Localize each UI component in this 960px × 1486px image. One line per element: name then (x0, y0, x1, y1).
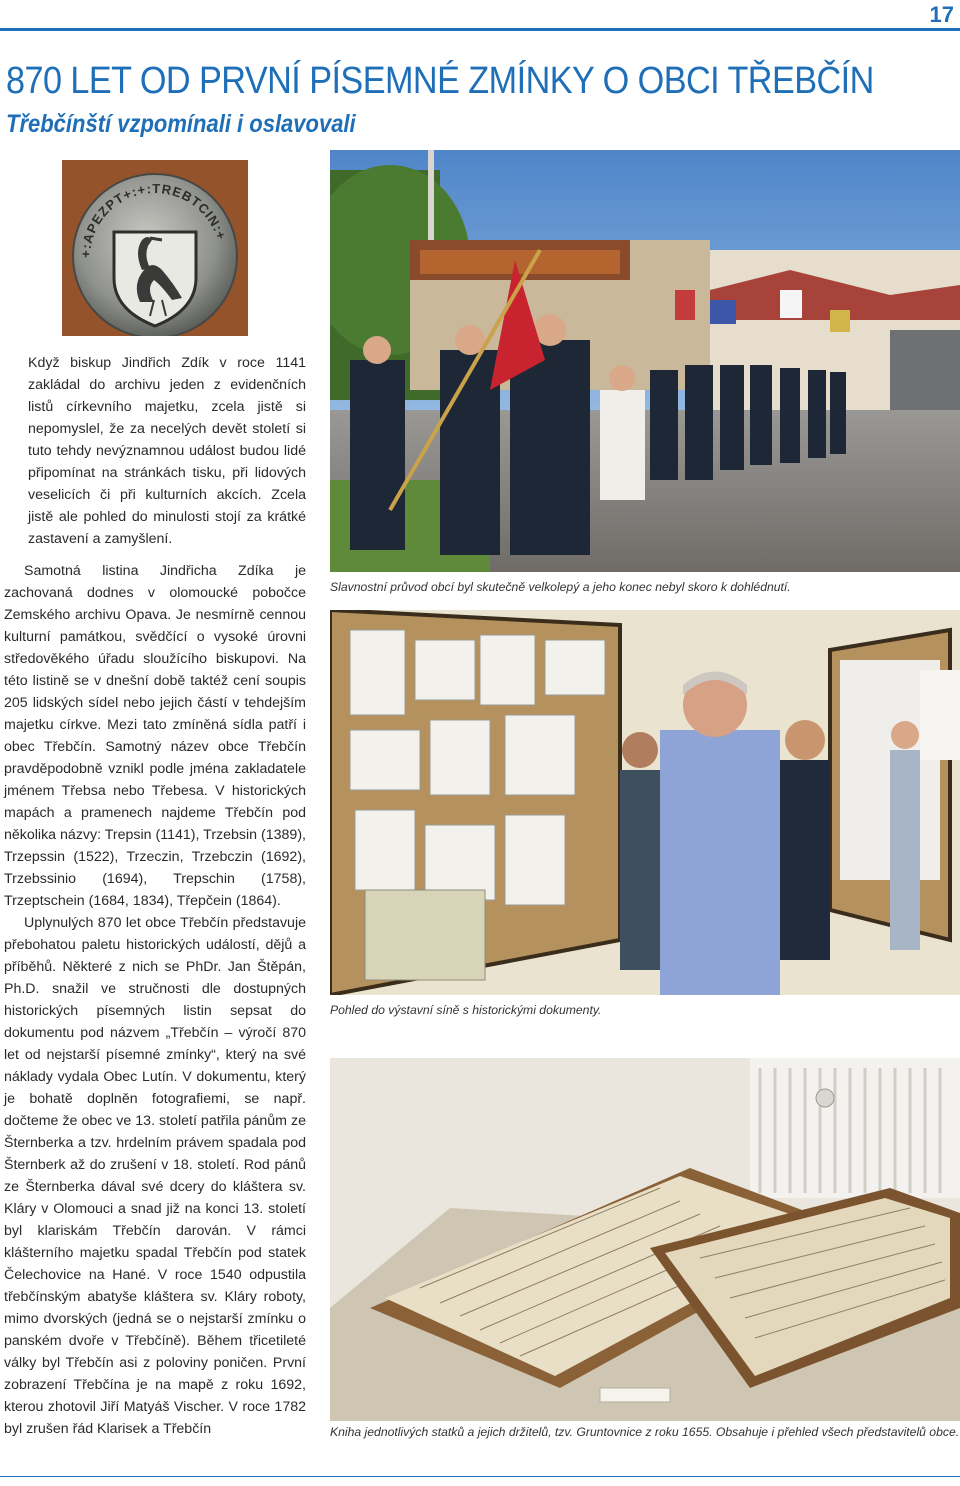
top-rule (0, 28, 960, 31)
books-photo-caption: Kniha jednotlivých statků a jejich držitelů, tzv. Gruntovnice z roku 1655. Obsahuje i přehled všech představitelů obce. (330, 1425, 960, 1439)
coat-of-arms-photo (62, 160, 248, 336)
article-body (4, 352, 306, 1440)
seal-inscription: +:APEZPT+:+:TREBTCIN:+ (77, 180, 230, 259)
coat-of-arms-seal (62, 160, 248, 336)
books-photo (330, 1058, 960, 1421)
article-paragraph-3: Uplynulých 870 let obce Třebčín představuje přebohatou paletu historických událostí, dějů a příběhů. Některé z nich se PhDr. Jan Štěpán, Ph.D. snažil ve stručnosti dle dostupných historických písemných listin sepsat do dokumentu pod názvem „Třebčín – výročí 870 let od nejstarší písemné zmínky“, který na své náklady vydala Obec Lutín. V dokumentu, který je bohatě doplněn fotografiemi, se např. dočteme že obec ve 13. století patřila pánům ze Šternberka a tzv. hrdelním právem spadala pod Šternberk až do zrušení v 18. století. Rod pánů ze Šternberka dával své dcery do kláštera sv. Kláry v Olomouci a snad již na konci 13. století byl klariskám Třebčín darován. V rámci klášterního majetku spadal Třebčín pod statek Čelechovice na Hané. V roce 1540 odpustila třebčínským abatyše kláštera sv. Kláry roboty, mimo dvorských (jedná se o nejstarší zmínku o panském dvoře v Třebčíně). Během třicetileté války byl Třebčín asi z poloviny poničen. První zobrazení Třebčína je na mapě z roku 1692, kterou zhotovil Jiří Matyáš Vischer. V roce 1782 byl zrušen řád Klarisek a Třebčín (4, 915, 306, 1437)
bottom-rule (0, 1476, 960, 1477)
page-number: 17 (929, 2, 954, 27)
parade-photo-caption: Slavnostní průvod obcí byl skutečně velkolepý a jeho konec nebyl skoro k dohlédnutí. (330, 580, 791, 594)
exhibition-photo (330, 610, 960, 995)
exhibition-photo-caption: Pohled do výstavní síně s historickými dokumenty. (330, 1003, 602, 1017)
article-paragraph-2: Samotná listina Jindřicha Zdíka je zachovaná dodnes v olomoucké pobočce Zemského archivu Opava. Je nesmírně cennou kulturní památkou, svědčící o vysoké úrovni středověkého úřadu sloužícího biskupovi. Na této listině se v dnešní době taktéž cení soupis 205 lidských sídel nebo jejich částí v tehdejším majetku církve. Mezi tato zmíněná sídla patří i obec Třebčín. Samotný název obce Třebčín pravděpodobně vznikl podle jména zakladatele jménem Třebsa nebo Třebesa. V historických mapách a pramenech najdeme Třebčín pod několika názvy: Trepsin (1141), Trzebsin (1389), Trzepssin (1522), Trzeczin, Trzebczin (1692), Trzebssinio (1694), Trepschin (1758), Trzeptschein (1684, 1834), Třepčein (1864). (4, 563, 306, 909)
article-subheadline: Třebčínští vzpomínali i oslavovali (6, 110, 356, 138)
article-paragraph-1: Když biskup Jindřich Zdík v roce 1141 zakládal do archivu jeden z evidenčních listů církevního majetku, zcela jistě si nepomyslel, že za necelých devět století si tuto tehdy nevýznamnou událost budou lidé připomínat na stránkách tisku, při lidových veselicích či při kulturních akcích. Zcela jistě ale pohled do minulosti stojí za krátké zastavení a zamyšlení. (28, 355, 306, 547)
article-headline: 870 LET OD PRVNÍ PÍSEMNÉ ZMÍNKY O OBCI TŘEBČÍN (6, 60, 874, 102)
parade-photo (330, 150, 960, 572)
